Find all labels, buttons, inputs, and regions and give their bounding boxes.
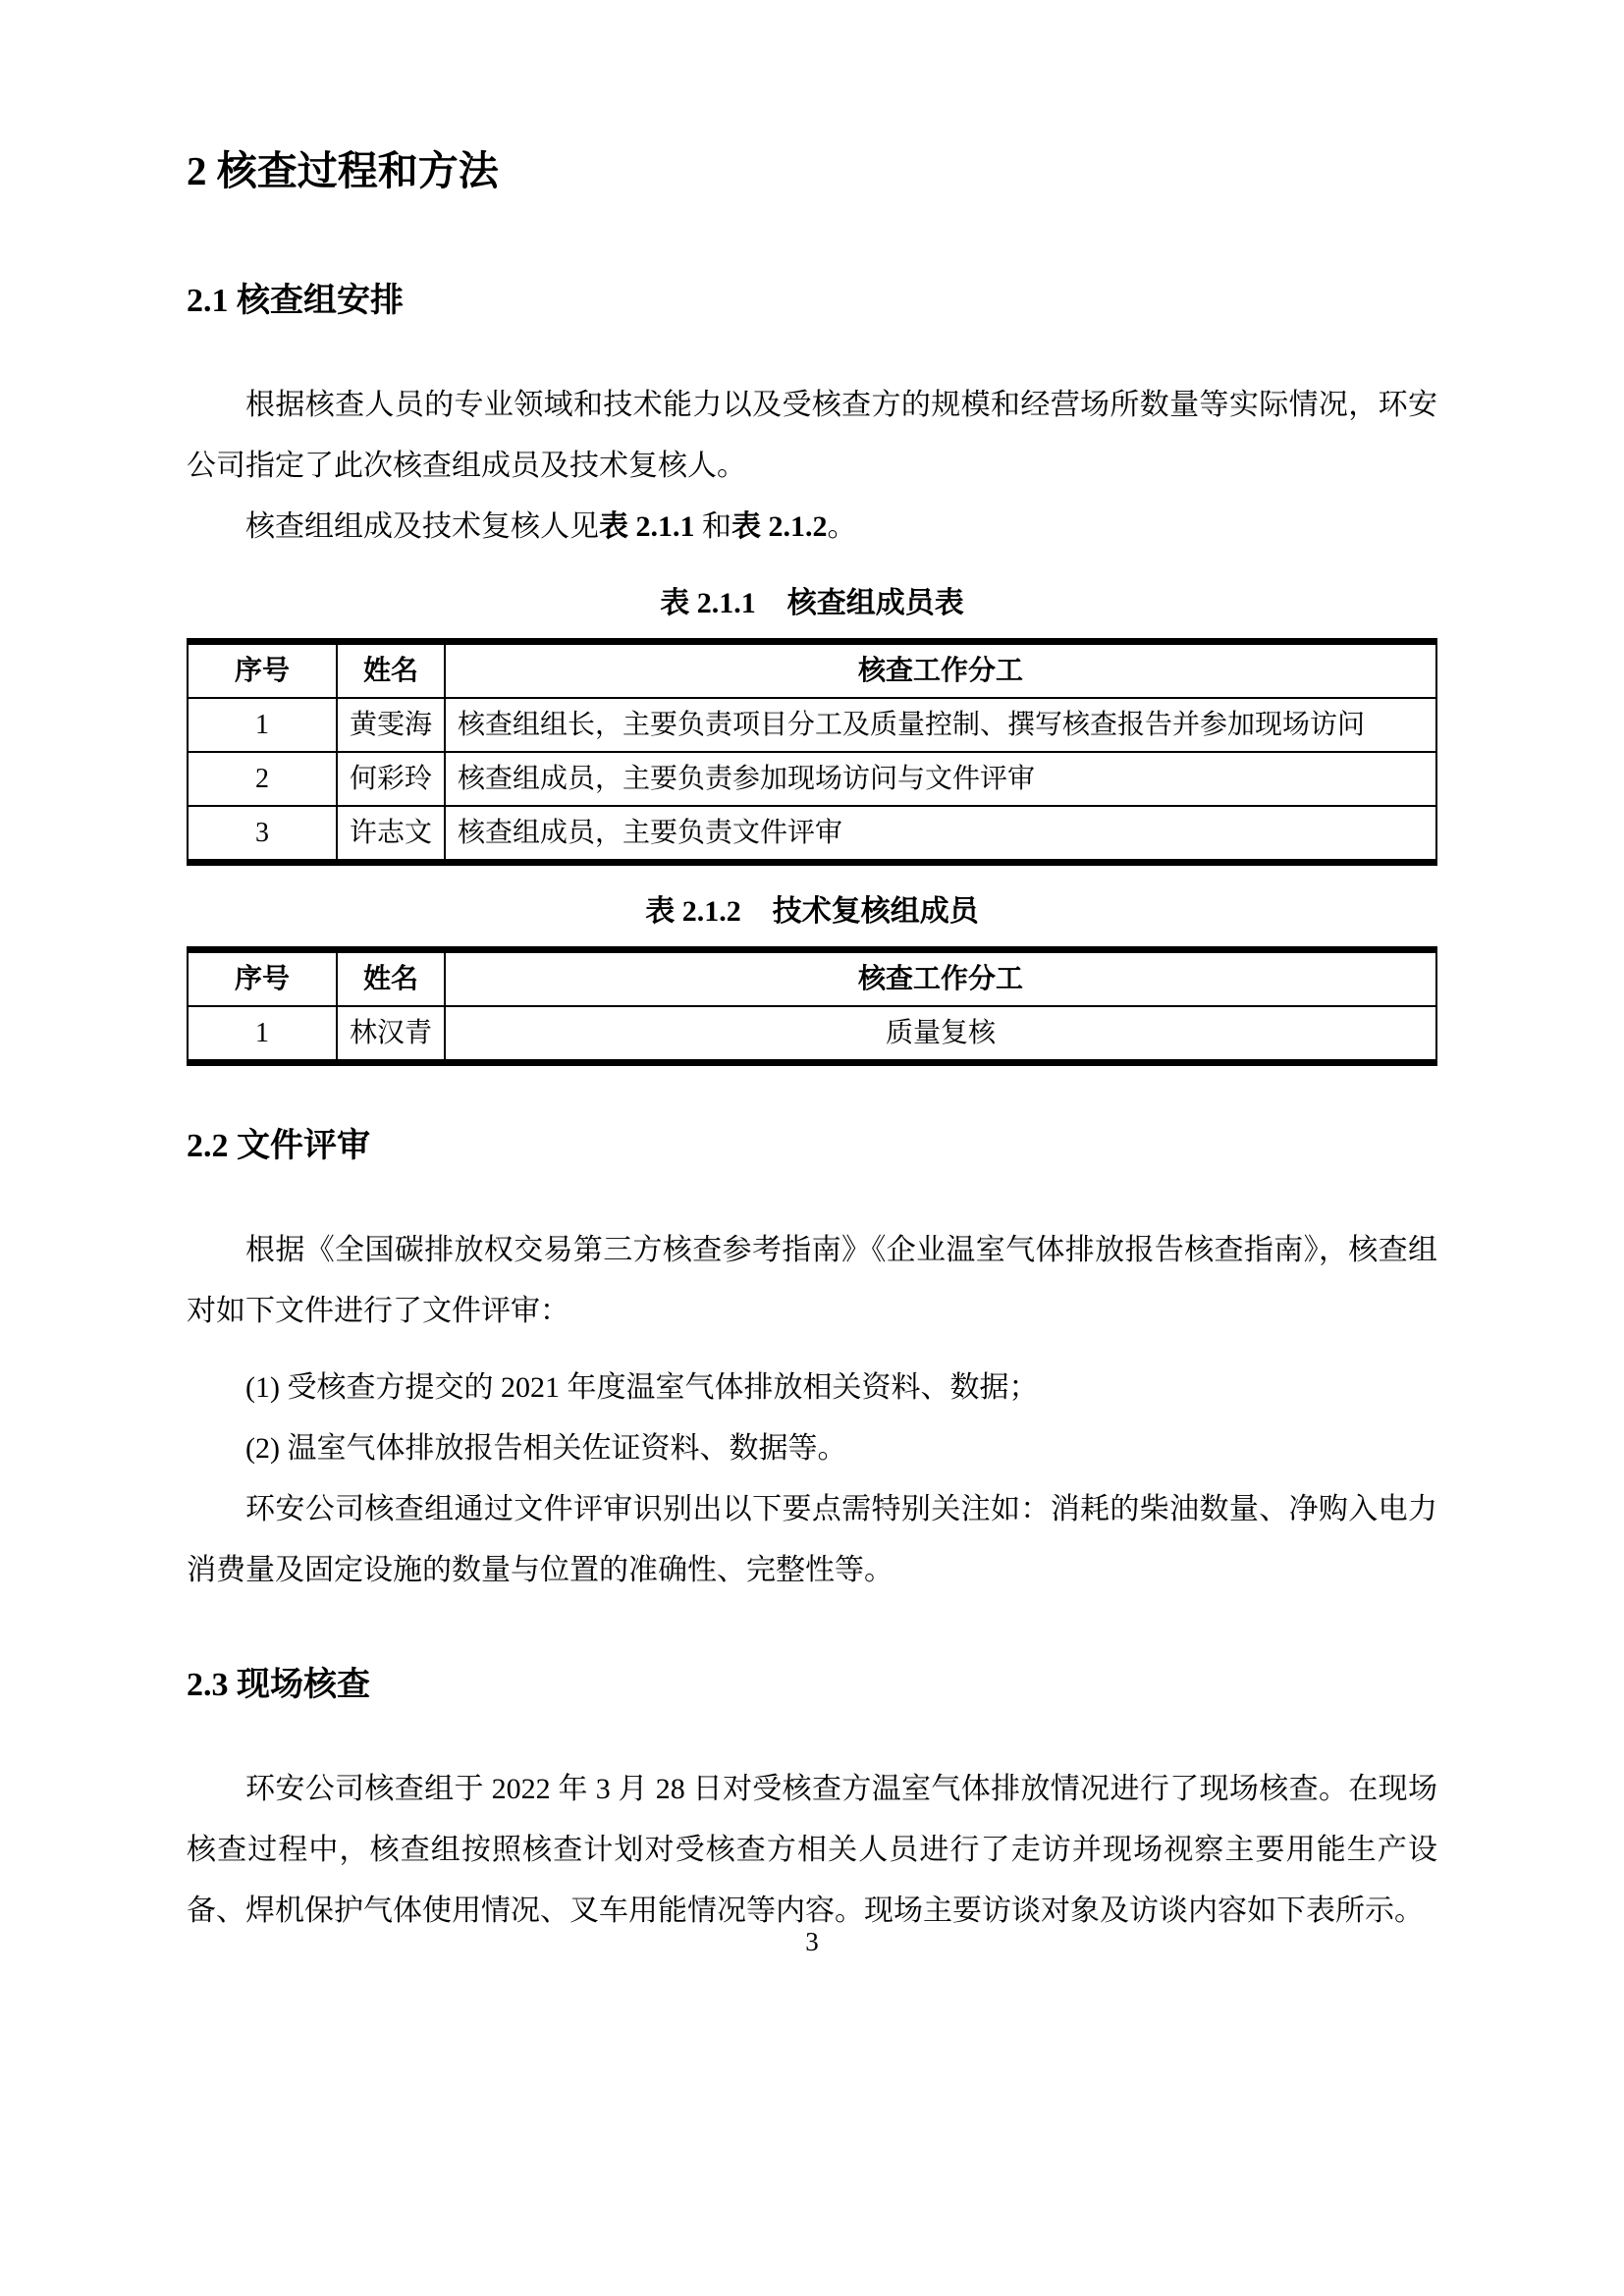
cell-duty: 核查组组长，主要负责项目分工及质量控制、撰写核查报告并参加现场访问	[445, 698, 1436, 752]
table-row	[188, 752, 1436, 806]
table-header-row	[188, 949, 1436, 1006]
text-segment: 和	[694, 509, 731, 543]
cell-duty: 核查组成员，主要负责文件评审	[445, 806, 1436, 863]
page-number: 3	[805, 1927, 819, 1956]
header-cell-name: 姓名	[337, 641, 445, 698]
table-caption-title: 技术复核组成员	[772, 894, 979, 928]
table-ref-2-1-2: 表 2.1.2	[731, 509, 828, 543]
table-caption-title: 核查组成员表	[786, 586, 964, 619]
cell-duty: 核查组成员，主要负责参加现场访问与文件评审	[445, 752, 1436, 806]
table-caption-2-1-2	[187, 889, 1437, 934]
cell-no: 2	[188, 752, 337, 806]
list-item: (2) 温室气体排放报告相关佐证资料、数据等。	[245, 1431, 847, 1465]
header-cell-no: 序号	[188, 641, 337, 698]
paragraph: 环安公司核查组于 2022 年 3 月 28 日对受核查方温室气体排放情况进行了现场核查。在现场核查过程中，核查组按照核查计划对受核查方相关人员进行了走访并现场视察主要用能生产设备、焊机保护气体使用情况、叉车用能情况等内容。现场主要访谈对象及访谈内容如下表所示。	[187, 1772, 1437, 1927]
text-segment: 。	[827, 509, 857, 543]
section-heading-2-1: 2.1 核查组安排	[187, 283, 404, 320]
table-caption-label: 表 2.1.1	[660, 586, 756, 619]
section-heading-2-2: 2.2 文件评审	[187, 1127, 370, 1164]
paragraph: 环安公司核查组通过文件评审识别出以下要点需特别关注如：消耗的柴油数量、净购入电力消费量及固定设施的数量与位置的准确性、完整性等。	[187, 1492, 1437, 1586]
header-cell-duty: 核查工作分工	[445, 949, 1436, 1006]
paragraph: 根据核查人员的专业领域和技术能力以及受核查方的规模和经营场所数量等实际情况，环安公司指定了此次核查组成员及技术复核人。	[187, 388, 1437, 482]
table-header-row	[188, 641, 1436, 698]
table-ref-2-1-1: 表 2.1.1	[599, 509, 695, 543]
header-cell-no: 序号	[188, 949, 337, 1006]
cell-name: 林汉青	[337, 1006, 445, 1063]
table-caption-2-1-1	[187, 581, 1437, 626]
paragraph-table-reference	[187, 497, 1437, 558]
section-heading-2-3: 2.3 现场核查	[187, 1666, 370, 1703]
cell-no: 3	[188, 806, 337, 863]
header-cell-duty: 核查工作分工	[445, 641, 1436, 698]
cell-name: 黄雯海	[337, 698, 445, 752]
paragraph: 根据《全国碳排放权交易第三方核查参考指南》《企业温室气体排放报告核查指南》，核查组对如下文件进行了文件评审：	[187, 1233, 1437, 1327]
cell-name: 许志文	[337, 806, 445, 863]
cell-no: 1	[188, 1006, 337, 1063]
document-review-list	[187, 1358, 1437, 1479]
table-row	[188, 698, 1436, 752]
text-segment: 核查组组成及技术复核人见	[245, 509, 599, 543]
cell-duty: 质量复核	[445, 1006, 1436, 1063]
header-cell-name: 姓名	[337, 949, 445, 1006]
cell-name: 何彩玲	[337, 752, 445, 806]
table-row	[188, 806, 1436, 863]
table-row	[188, 1006, 1436, 1063]
technical-review-team-table	[187, 946, 1437, 1066]
table-caption-label: 表 2.1.2	[645, 894, 741, 928]
list-item: (1) 受核查方提交的 2021 年度温室气体排放相关资料、数据；	[245, 1370, 1039, 1404]
verification-team-table	[187, 638, 1437, 866]
chapter-title: 2 核查过程和方法	[187, 148, 499, 193]
cell-no: 1	[188, 698, 337, 752]
